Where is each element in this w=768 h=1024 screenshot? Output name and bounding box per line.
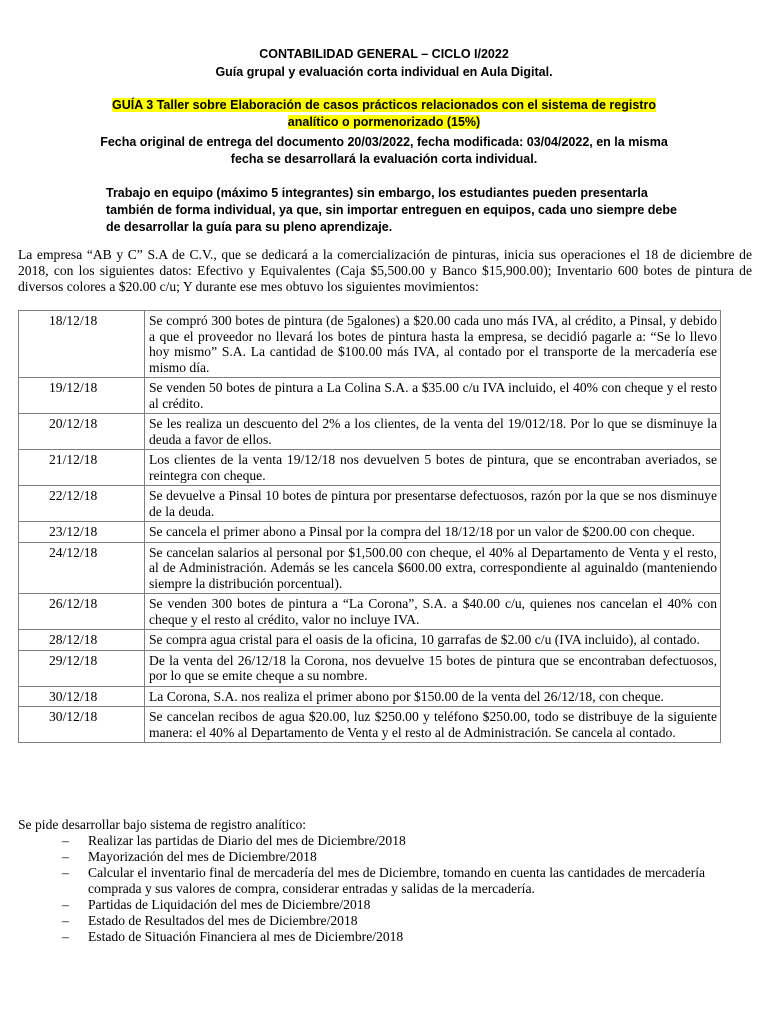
list-item xyxy=(18,929,752,945)
course-subtitle: Guía grupal y evaluación corta individual en Aula Digital. xyxy=(215,65,553,79)
guide-title xyxy=(0,97,768,131)
movement-description: Se les realiza un descuento del 2% a los clientes, de la venta del 19/012/18. Por lo que se disminuye la deuda a favor de ellos. xyxy=(145,414,721,450)
tasks-section xyxy=(18,817,752,945)
table-row xyxy=(19,486,721,522)
table-row xyxy=(19,630,721,651)
table-row xyxy=(19,650,721,686)
movement-date: 30/12/18 xyxy=(19,686,145,707)
bullet-dash: – xyxy=(62,865,69,880)
list-item xyxy=(18,865,752,897)
table-row xyxy=(19,311,721,378)
list-item xyxy=(18,897,752,913)
movement-description: Se compra agua cristal para el oasis de la oficina, 10 garrafas de $2.00 c/u (IVA incluido), al contado. xyxy=(145,630,721,651)
guide-title-line2: analítico o pormenorizado (15%) xyxy=(287,115,481,129)
movement-date: 23/12/18 xyxy=(19,522,145,543)
bullet-dash: – xyxy=(62,913,69,928)
table-row xyxy=(19,522,721,543)
bullet-dash: – xyxy=(62,929,69,944)
task-list xyxy=(18,833,752,945)
bullet-dash: – xyxy=(62,849,69,864)
movements-table xyxy=(18,310,721,743)
task-text: Estado de Situación Financiera al mes de Diciembre/2018 xyxy=(88,929,404,944)
task-text: Partidas de Liquidación del mes de Diciembre/2018 xyxy=(88,897,371,912)
company-intro: La empresa “AB y C” S.A de C.V., que se dedicará a la comercialización de pinturas, inicia sus operaciones el 18 de diciembre de 2018, con los siguientes datos: Efectivo y Equivalentes (Caja $5,500.00 y Banco $15,900.00); Inventario 600 botes de pintura de diversos colores a $20.00 c/u; Y durante ese mes obtuvo los siguientes movimientos: xyxy=(18,247,752,294)
movement-date: 30/12/18 xyxy=(19,707,145,743)
due-date-line2: fecha se desarrollará la evaluación corta individual. xyxy=(230,152,538,166)
movement-description: Los clientes de la venta 19/12/18 nos devuelven 5 botes de pintura, que se encontraban averiados, se reintegra con cheque. xyxy=(145,450,721,486)
table-row xyxy=(19,542,721,594)
movement-description: Se cancela el primer abono a Pinsal por la compra del 18/12/18 por un valor de $200.00 con cheque. xyxy=(145,522,721,543)
movement-date: 24/12/18 xyxy=(19,542,145,594)
movement-description: Se cancelan salarios al personal por $1,500.00 con cheque, el 40% al Departamento de Venta y el resto, al de Administración. Además se les cancela $600.00 extra, correspondiente al aguinaldo (manteniendo siempre la distribución porcentual). xyxy=(145,542,721,594)
movement-description: Se venden 300 botes de pintura a “La Corona”, S.A. a $40.00 c/u, quienes nos cancelan el 40% con cheque y el resto al crédito, valor no incluye IVA. xyxy=(145,594,721,630)
table-row xyxy=(19,378,721,414)
list-item xyxy=(18,833,752,849)
task-text: Estado de Resultados del mes de Diciembre/2018 xyxy=(88,913,358,928)
movement-date: 26/12/18 xyxy=(19,594,145,630)
table-row xyxy=(19,686,721,707)
task-text: Calcular el inventario final de mercadería del mes de Diciembre, tomando en cuenta las cantidades de mercadería comprada y sus valores de compra, considerar entradas y salidas de la mercadería. xyxy=(88,865,706,896)
movement-description: Se devuelve a Pinsal 10 botes de pintura por presentarse defectuosos, razón por la que se nos disminuye de la deuda. xyxy=(145,486,721,522)
movements-body xyxy=(19,311,721,743)
bullet-dash: – xyxy=(62,897,69,912)
bullet-dash: – xyxy=(62,833,69,848)
table-row xyxy=(19,594,721,630)
due-date-line1: Fecha original de entrega del documento 20/03/2022, fecha modificada: 03/04/2022, en la misma xyxy=(100,135,668,149)
table-row xyxy=(19,414,721,450)
movement-description: La Corona, S.A. nos realiza el primer abono por $150.00 de la venta del 26/12/18, con cheque. xyxy=(145,686,721,707)
movement-description: Se cancelan recibos de agua $20.00, luz $250.00 y teléfono $250.00, todo se distribuye de la siguiente manera: el 40% al Departamento de Venta y el resto al de Administración. Se cancela al contado. xyxy=(145,707,721,743)
movement-date: 19/12/18 xyxy=(19,378,145,414)
task-text: Mayorización del mes de Diciembre/2018 xyxy=(88,849,317,864)
task-text: Realizar las partidas de Diario del mes de Diciembre/2018 xyxy=(88,833,406,848)
tasks-intro: Se pide desarrollar bajo sistema de registro analítico: xyxy=(18,817,307,832)
list-item xyxy=(18,913,752,929)
movement-description: Se venden 50 botes de pintura a La Colina S.A. a $35.00 c/u IVA incluido, el 40% con cheque y el resto al crédito. xyxy=(145,378,721,414)
movement-description: Se compró 300 botes de pintura (de 5galones) a $20.00 cada uno más IVA, al crédito, a Pinsal, y debido a que el proveedor no llevará los botes de pintura hasta la empresa, se decidió pagarle a: “Se lo llevo hoy mismo” S.A. La cantidad de $100.00 más IVA, al contado por el transporte de la mercadería ese mismo día. xyxy=(145,311,721,378)
teamwork-note: Trabajo en equipo (máximo 5 integrantes) sin embargo, los estudiantes pueden presentarla también de forma individual, ya que, sin importar entreguen en equipos, cada uno siempre debe de desarrollar la guía para su pleno aprendizaje. xyxy=(106,186,677,234)
guide-title-line1: GUÍA 3 Taller sobre Elaboración de casos prácticos relacionados con el sistema de registro xyxy=(112,98,656,112)
table-row xyxy=(19,707,721,743)
list-item xyxy=(18,849,752,865)
movement-date: 22/12/18 xyxy=(19,486,145,522)
movement-date: 20/12/18 xyxy=(19,414,145,450)
course-title: CONTABILIDAD GENERAL – CICLO I/2022 xyxy=(259,47,509,61)
movement-date: 18/12/18 xyxy=(19,311,145,378)
due-date-note xyxy=(0,134,768,168)
movement-date: 21/12/18 xyxy=(19,450,145,486)
movement-date: 29/12/18 xyxy=(19,650,145,686)
table-row xyxy=(19,450,721,486)
movement-description: De la venta del 26/12/18 la Corona, nos devuelve 15 botes de pintura que se encontraban defectuosos, por lo que se emite cheque a su nombre. xyxy=(145,650,721,686)
movement-date: 28/12/18 xyxy=(19,630,145,651)
